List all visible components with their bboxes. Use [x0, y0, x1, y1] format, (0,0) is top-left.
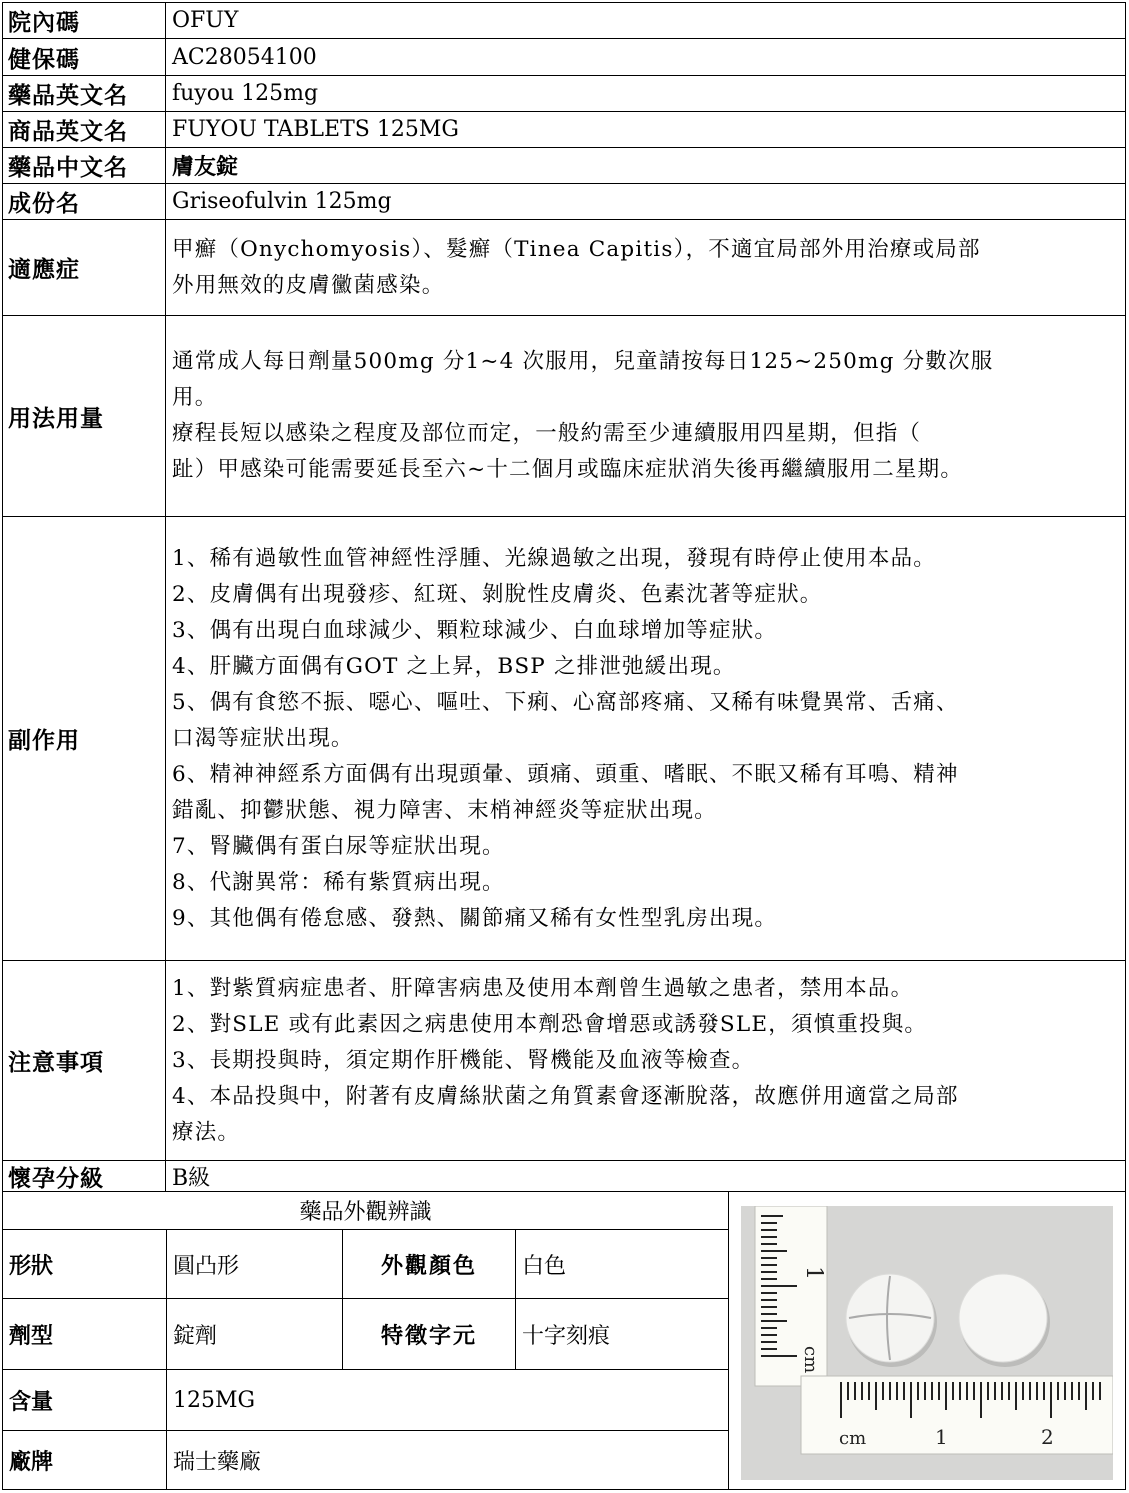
side-effect-line: 2、皮膚偶有出現發疹、紅斑、剝脫性皮膚炎、色素沈著等症狀。	[172, 581, 823, 607]
value-cautions	[166, 961, 1125, 1160]
label-ingredient: 成份名	[3, 184, 166, 219]
value-indication	[166, 220, 1125, 315]
label-indication: 適應症	[3, 220, 166, 315]
value-nhi-code: AC28054100	[172, 44, 317, 70]
caution-line: 1、對紫質病症患者、肝障害病患及使用本劑曾生過敏之患者，禁用本品。	[172, 975, 914, 1001]
value-shape: 圓凸形	[167, 1230, 343, 1299]
label-shape: 形狀	[3, 1230, 167, 1299]
side-effect-line: 錯亂、抑鬱狀態、視力障害、末梢神經炎等症狀出現。	[172, 797, 717, 823]
row-nhi-code	[3, 39, 1125, 76]
label-pregnancy: 懷孕分級	[3, 1161, 166, 1191]
indication-line: 甲癬（Onychomyosis）、髮癬（Tinea Capitis），不適宜局部外用治療或局部	[172, 236, 981, 262]
side-effect-line: 3、偶有出現白血球減少、顆粒球減少、白血球增加等症狀。	[172, 617, 778, 643]
side-effect-line: 口渴等症狀出現。	[172, 725, 354, 751]
side-effect-line: 8、代謝異常：稀有紫質病出現。	[172, 869, 505, 895]
label-manufacturer: 廠牌	[3, 1431, 167, 1489]
row-side-effects	[3, 517, 1125, 961]
caution-line: 2、對SLE 或有此素因之病患使用本劑恐會增惡或誘發SLE，須慎重投與。	[172, 1011, 928, 1037]
label-nhi-code: 健保碼	[3, 39, 166, 75]
value-manufacturer: 瑞士藥廠	[167, 1431, 729, 1489]
caution-line: 3、長期投與時，須定期作肝機能、腎機能及血液等檢查。	[172, 1047, 755, 1073]
vertical-ruler-tick-label: 1	[801, 1266, 826, 1280]
value-imprint: 十字刻痕	[516, 1299, 729, 1370]
value-pregnancy: B級	[172, 1165, 211, 1191]
appearance-title: 藥品外觀辨識	[3, 1191, 729, 1230]
caution-line: 4、本品投與中，附著有皮膚絲狀菌之角質素會逐漸脫落，故應併用適當之局部	[172, 1083, 959, 1109]
dosage-line: 用。	[172, 385, 218, 410]
label-cautions: 注意事項	[3, 961, 166, 1160]
side-effect-line: 9、其他偶有倦怠感、發熱、關節痛又稀有女性型乳房出現。	[172, 905, 778, 931]
label-imprint: 特徵字元	[343, 1299, 516, 1370]
row-dosage	[3, 316, 1125, 517]
dosage-line: 趾）甲感染可能需要延長至六~十二個月或臨床症狀消失後再繼續服用二星期。	[172, 457, 964, 482]
side-effect-line: 7、腎臟偶有蛋白尿等症狀出現。	[172, 833, 505, 859]
row-pregnancy	[3, 1161, 1125, 1192]
value-english-drug-name: fuyou 125mg	[172, 81, 319, 106]
tablet-photo-drawing	[741, 1206, 1113, 1480]
label-color: 外觀顏色	[343, 1230, 516, 1299]
caution-line: 療法。	[172, 1119, 241, 1145]
row-hospital-code	[3, 3, 1125, 39]
label-dosage: 用法用量	[3, 316, 166, 516]
label-side-effects: 副作用	[3, 517, 166, 960]
side-effect-line: 1、稀有過敏性血管神經性浮腫、光線過敏之出現，發現有時停止使用本品。	[172, 545, 936, 571]
side-effect-line: 6、精神神經系方面偶有出現頭暈、頭痛、頭重、嗜眠、不眠又稀有耳鳴、精神	[172, 761, 959, 787]
horizontal-ruler-unit: cm	[839, 1428, 867, 1449]
label-strength: 含量	[3, 1370, 167, 1431]
value-chinese-drug-name: 膚友錠	[172, 154, 239, 180]
row-cautions	[3, 961, 1125, 1161]
row-ingredient	[3, 184, 1125, 220]
horizontal-ruler-tick-2: 2	[1041, 1425, 1054, 1449]
label-chinese-drug-name: 藥品中文名	[3, 148, 166, 183]
row-english-product-name	[3, 112, 1125, 148]
value-dosage-form: 錠劑	[167, 1299, 343, 1370]
row-english-drug-name	[3, 76, 1125, 112]
dosage-line: 通常成人每日劑量500mg 分1~4 次服用，兒童請按每日125~250mg 分數次服	[172, 349, 994, 374]
side-effect-line: 5、偶有食慾不振、噁心、嘔吐、下痢、心窩部疼痛、又稀有味覺異常、舌痛、	[172, 689, 959, 715]
row-chinese-drug-name	[3, 148, 1125, 184]
side-effect-line: 4、肝臟方面偶有GOT 之上昇，BSP 之排泄弛緩出現。	[172, 653, 736, 679]
tablet-photo	[741, 1206, 1113, 1480]
label-dosage-form: 劑型	[3, 1299, 167, 1370]
value-ingredient: Griseofulvin 125mg	[172, 189, 392, 214]
vertical-ruler-unit: cm	[800, 1346, 821, 1374]
row-indication	[3, 220, 1125, 316]
value-dosage	[166, 316, 1125, 516]
value-hospital-code: OFUY	[172, 8, 239, 33]
label-english-drug-name: 藥品英文名	[3, 76, 166, 111]
indication-line: 外用無效的皮膚黴菌感染。	[172, 272, 445, 298]
value-color: 白色	[516, 1230, 729, 1299]
dosage-line: 療程長短以感染之程度及部位而定，一般約需至少連續服用四星期，但指（	[172, 421, 922, 446]
value-strength: 125MG	[167, 1370, 729, 1431]
label-hospital-code: 院內碼	[3, 3, 166, 38]
label-english-product-name: 商品英文名	[3, 112, 166, 147]
value-side-effects	[166, 517, 1125, 960]
horizontal-ruler-tick-1: 1	[935, 1425, 948, 1449]
value-english-product-name: FUYOU TABLETS 125MG	[172, 117, 459, 142]
